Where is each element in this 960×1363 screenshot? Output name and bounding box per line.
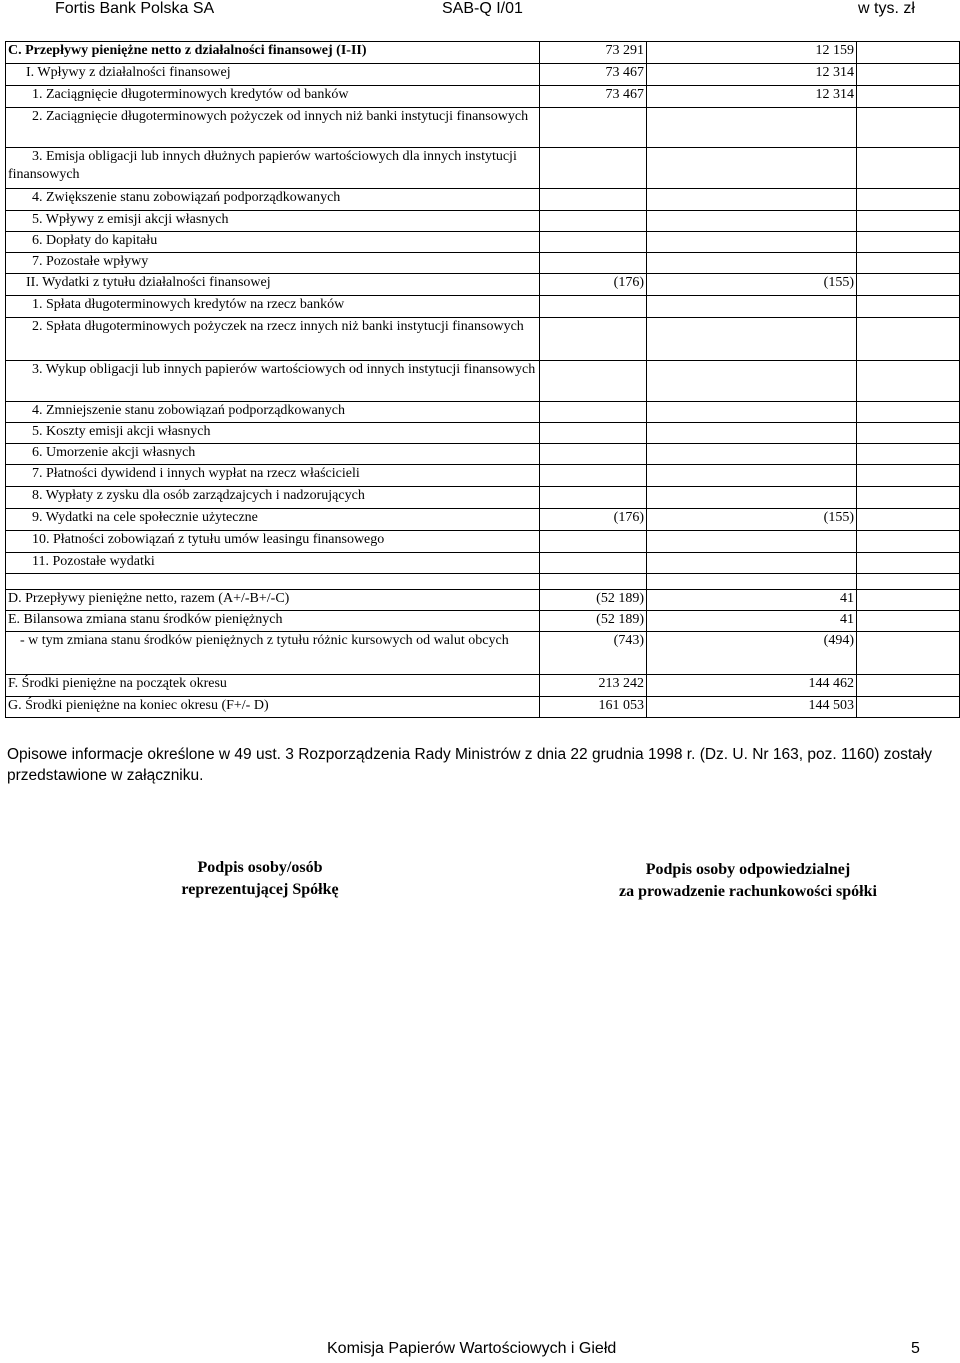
value-current — [540, 108, 647, 148]
row-label: D. Przepływy pieniężne netto, razem (A+/-B+/-C) — [6, 590, 540, 611]
spacer-row — [6, 574, 960, 590]
row-label: 3. Wykup obligacji lub innych papierów wartościowych od innych instytucji finansowych — [6, 361, 540, 402]
value-previous — [647, 108, 857, 148]
row-label: - w tym zmiana stanu środków pieniężnych z tytułu różnic kursowych od walut obcych — [6, 632, 540, 675]
signature-label-line1: Podpis osoby/osób — [197, 859, 323, 876]
value-previous: 12 159 — [647, 42, 857, 64]
value-current — [540, 423, 647, 444]
cash-flow-table — [5, 41, 960, 718]
value-previous: 41 — [647, 611, 857, 632]
table-row — [6, 509, 960, 531]
value-current — [540, 465, 647, 487]
row-label: 1. Zaciągnięcie długoterminowych kredytów od banków — [6, 86, 540, 108]
table-row — [6, 148, 960, 189]
value-current — [540, 487, 647, 509]
signature-label-line2: za prowadzenie rachunkowości spółki — [619, 883, 877, 900]
value-previous: (155) — [647, 274, 857, 296]
row-label: 8. Wypłaty z zysku dla osób zarządzajcych i nadzorujących — [6, 487, 540, 509]
table-row — [6, 531, 960, 553]
value-previous: (155) — [647, 509, 857, 531]
value-previous: 12 314 — [647, 64, 857, 86]
value-previous — [647, 253, 857, 274]
row-label: 6. Umorzenie akcji własnych — [6, 444, 540, 465]
table-row — [6, 361, 960, 402]
table-row — [6, 444, 960, 465]
value-previous — [647, 232, 857, 253]
value-current — [540, 318, 647, 361]
value-current: 73 467 — [540, 64, 647, 86]
report-code: SAB-Q I/01 — [442, 0, 523, 17]
value-current: (743) — [540, 632, 647, 675]
value-previous — [647, 444, 857, 465]
row-label: 5. Koszty emisji akcji własnych — [6, 423, 540, 444]
value-current — [540, 361, 647, 402]
row-label: 4. Zwiększenie stanu zobowiązań podporządkowanych — [6, 189, 540, 211]
table-row — [6, 553, 960, 574]
table-row — [6, 318, 960, 361]
value-current — [540, 296, 647, 318]
row-label: 2. Spłata długoterminowych pożyczek na rzecz innych niż banki instytucji finansowych — [6, 318, 540, 361]
signature-label-line2: reprezentującej Spółkę — [181, 881, 339, 898]
signature-label-line1: Podpis osoby odpowiedzialnej — [645, 861, 851, 878]
row-label: 7. Pozostałe wpływy — [6, 253, 540, 274]
value-previous — [647, 465, 857, 487]
table-row — [6, 211, 960, 232]
table-row — [6, 465, 960, 487]
row-label: 2. Zaciągnięcie długoterminowych pożyczek od innych niż banki instytucji finansowych — [6, 108, 540, 148]
value-previous — [647, 423, 857, 444]
table-row — [6, 64, 960, 86]
table-row — [6, 487, 960, 509]
page-number: 5 — [911, 1340, 920, 1357]
row-label: C. Przepływy pieniężne netto z działalności finansowej (I-II) — [6, 42, 540, 64]
value-current: (176) — [540, 274, 647, 296]
value-previous — [647, 148, 857, 189]
value-previous — [647, 402, 857, 423]
row-label: 9. Wydatki na cele społecznie użyteczne — [6, 509, 540, 531]
value-previous — [647, 487, 857, 509]
value-current: (52 189) — [540, 590, 647, 611]
table-row — [6, 675, 960, 697]
value-previous — [647, 553, 857, 574]
row-label: 4. Zmniejszenie stanu zobowiązań podporządkowanych — [6, 402, 540, 423]
value-current: (52 189) — [540, 611, 647, 632]
company-name: Fortis Bank Polska SA — [55, 0, 215, 17]
row-label: I. Wpływy z działalności finansowej — [6, 64, 540, 86]
table-row — [6, 590, 960, 611]
currency-unit: w tys. zł — [858, 0, 915, 17]
value-previous — [647, 361, 857, 402]
row-label: II. Wydatki z tytułu działalności finansowej — [6, 274, 540, 296]
table-row — [6, 189, 960, 211]
page-header — [0, 0, 960, 24]
value-previous: 41 — [647, 590, 857, 611]
value-current — [540, 253, 647, 274]
table-row — [6, 86, 960, 108]
value-previous: 144 462 — [647, 675, 857, 697]
value-previous — [647, 296, 857, 318]
row-label: E. Bilansowa zmiana stanu środków pieniężnych — [6, 611, 540, 632]
row-label: 5. Wpływy z emisji akcji własnych — [6, 211, 540, 232]
row-label: 7. Płatności dywidend i innych wypłat na rzecz właścicieli — [6, 465, 540, 487]
descriptive-note: Opisowe informacje określone w 49 ust. 3 Rozporządzenia Rady Ministrów z dnia 22 grudnia 1998 r. (Dz. U. Nr 163, poz. 1160) zostały przedstawione w załączniku. — [7, 746, 932, 784]
table-row — [6, 697, 960, 718]
value-current — [540, 232, 647, 253]
value-current — [540, 148, 647, 189]
row-label: F. Środki pieniężne na początek okresu — [6, 675, 540, 697]
table-row — [6, 42, 960, 64]
value-current — [540, 553, 647, 574]
table-row — [6, 611, 960, 632]
signature-block-representatives — [160, 857, 360, 901]
row-label: 1. Spłata długoterminowych kredytów na rzecz banków — [6, 296, 540, 318]
value-current: 73 467 — [540, 86, 647, 108]
value-current: 73 291 — [540, 42, 647, 64]
value-previous: (494) — [647, 632, 857, 675]
table-row — [6, 232, 960, 253]
value-current — [540, 189, 647, 211]
signature-block-accountant — [580, 859, 916, 903]
table-row — [6, 296, 960, 318]
table-row — [6, 274, 960, 296]
table-row — [6, 632, 960, 675]
row-label: 11. Pozostałe wydatki — [6, 553, 540, 574]
footer-organization: Komisja Papierów Wartościowych i Giełd — [327, 1340, 617, 1357]
value-current: 213 242 — [540, 675, 647, 697]
value-current: 161 053 — [540, 697, 647, 718]
value-previous: 144 503 — [647, 697, 857, 718]
row-label: 6. Dopłaty do kapitału — [6, 232, 540, 253]
value-current: (176) — [540, 509, 647, 531]
value-previous — [647, 531, 857, 553]
value-current — [540, 531, 647, 553]
value-current — [540, 444, 647, 465]
value-previous: 12 314 — [647, 86, 857, 108]
table-row — [6, 402, 960, 423]
row-label: 3. Emisja obligacji lub innych dłużnych papierów wartościowych dla innych instytucji finansowych — [6, 148, 540, 189]
row-label: 10. Płatności zobowiązań z tytułu umów leasingu finansowego — [6, 531, 540, 553]
value-previous — [647, 189, 857, 211]
value-previous — [647, 211, 857, 232]
value-previous — [647, 318, 857, 361]
table-row — [6, 253, 960, 274]
table-row — [6, 108, 960, 148]
value-current — [540, 402, 647, 423]
value-current — [540, 211, 647, 232]
row-label: G. Środki pieniężne na koniec okresu (F+/- D) — [6, 697, 540, 718]
table-row — [6, 423, 960, 444]
